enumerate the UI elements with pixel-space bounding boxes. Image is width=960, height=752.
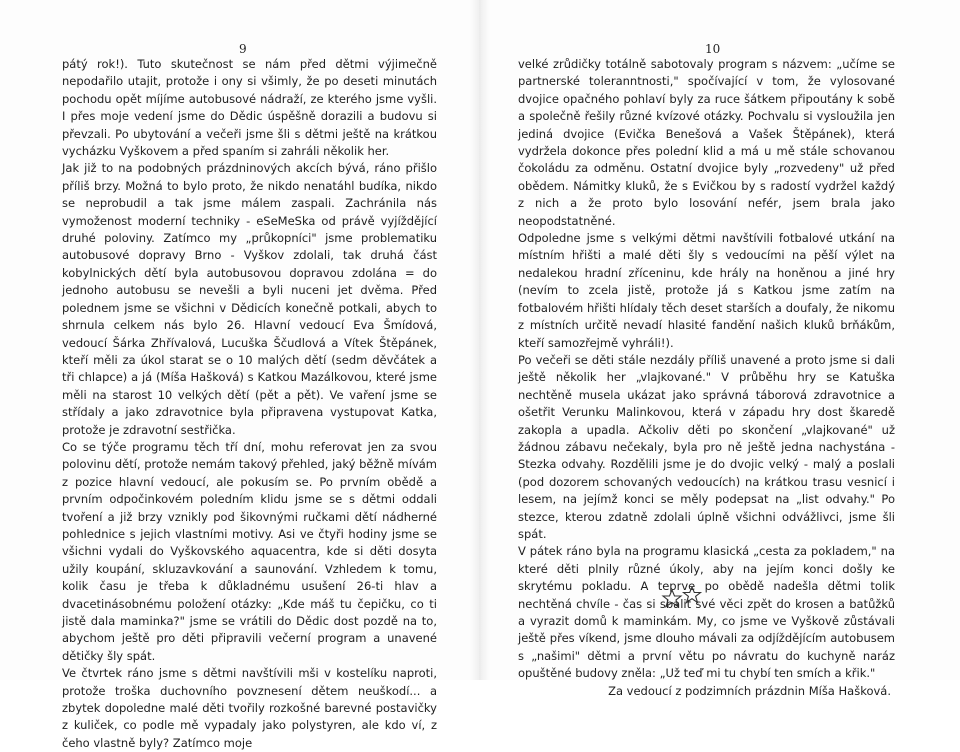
paragraph: Odpoledne jsme s velkými dětmi navštívili fotbalové utkání na místním hřišti a malé děti šly s vedoucími na pěší výlet na nedalekou hradní zříceninu, kde hrály na honěnou a jiné hry (nevím to zcela jistě, protože já s Katkou jsme zatím na fotbalovém hřišti hlídaly těch deset starších a doufaly, že nikomu z místních určitě nevadí hlasité fandění našich kluků brňákům, kteří samozřejmě vyhráli!). [518,231,895,350]
stars-icon [660,586,706,614]
paragraph: Co se týče programu těch tří dní, mohu referovat jen za svou polovinu dětí, protože nemám takový přehled, jaký běžně mívám z pozice hlavní vedoucí, ale pokusím se. Po prvním obědě a prvním odpočinkovém poledním klidu jsme se s dětmi oddali tvoření a již brzy vznikly pod šikovnými ručkami dětí nádherné pohlednice s jejich vlastními motivy. Asi ve čtyři hodiny jsme se všichni vydali do Vyškovského aquacentra, kde si děti dosyta užily koupání, skluzavkování a saunování. Vzhledem k tomu, kolik času je třeba k důkladnému usušení 26-ti hlav a dvacetinásobnému položení otázky: „Kde máš tu čepičku, co ti jistě dala maminka?" jsme se vrátili do Dědic dost pozdě na to, abychom ještě pro děti připravili večerní program a unavené dětičky šly spát. [62,439,437,663]
paragraph: Ve čtvrtek ráno jsme s dětmi navštívili mši v kostelíku naproti, protože troška duchovního povznesení dětem neuškodí... a zbytek dopoledne malé děti tvořily rozkošné barevné postavičky z kuliček, co podle mě vypadaly jako polystyren, ale kdo ví, z čeho vlastně byly? Zatímco moje [62,666,437,750]
page-body [518,56,895,700]
left-page [0,0,480,750]
page-number: 9 [239,42,247,56]
page-number: 10 [705,42,721,56]
paragraph: V pátek ráno byla na programu klasická „cesta za pokladem," na které děti plnily různé úkoly, aby na jejím konci došly ke skrytému pokladu. A teprve po obědě nadešla dětmi tolik nechtěná chvíle - čas si sbalit své věci zpět do krosen a batůžků a vyrazit domů k maminkám. My, co jsme ve Vyškově zůstávali ještě přes víkend, jsme dlouho mávali za odjíždějícím autobusem s „našimi" dětmi a první větu po návratu do kuchyně naráz opuštěné budovy zněla: „Už teď mi tu chybí ten smích a křik." [518,544,895,681]
paragraph: pátý rok!). Tuto skutečnost se nám před dětmi výjimečně nepodařilo utajit, protože i ony si všimly, že po deseti minutách pochodu opět míjíme autobusové nádraží, ze kterého jsme vyšli. I přes moje vedení jsme do Dědic úspěšně dorazili a budovu si převzali. Po ubytování a večeři jsme šli s dětmi ještě na krátkou vycházku Vyškovem a před spaním si zahráli několik her. [62,57,437,159]
paragraph: velké zrůdičky totálně sabotovaly program s názvem: „učíme se partnerské toleranntnosti," spočívající v tom, že vylosované dvojice opačného pohlaví byly za ruce šátkem připoutány k sobě a společně řešily různé kvízové otázky. Pochvalu si vysloužila jen jediná dvojice (Evička Benešová a Vašek Štěpánek), která vydržela dokonce přes polední klid a má u mě stále schovanou čokoládu za odměnu. Ostatní dvojice byly „rozvedeny" už před obědem. Námitky kluků, že s Evičkou by s radostí vydržel každý z nich a že proto bylo losování nefér, jsem brala jako neopodstatněné. [518,57,895,228]
right-page [480,0,960,698]
paragraph: Po večeři se děti stále nezdály příliš unavené a proto jsme si dali ještě několik her „vlajkované." V průběhu hry se Katuška nechtěně musela ukázat jako správná táborová zdravotnice a ošetřit Verunku Malinkovou, která v západu hry dost škaredě zakopla a upadla. Ačkoliv děti po skončení „vlajkované" už žádnou zábavu nečekaly, byla pro ně ještě jedna nachystána - Stezka odvahy. Rozdělili jsme je do dvojic velký - malý a poslali (pod dozorem schovaných vedoucích) na krátkou trasu vesnicí i lesem, na jejímž konci se měly podepsat na „list odvahy." Po stezce, kterou zdatně zdolali úplně všichni odvážlivci, jsme šli spát. [518,352,895,541]
signature: Za vedoucí z podzimních prázdnin Míša Hašková. [608,683,891,698]
paragraph: Jak již to na podobných prázdninových akcích bývá, ráno přišlo příliš brzy. Možná to bylo proto, že nikdo nenatáhl budíka, nikdo se neprobudil a tak jsme málem zaspali. Zachránila nás vymoženost moderní techniky - eSeMeSka od právě vyjíždějící druhé poloviny. Zatímco my „průkopníci" jsme problematiku autobusové dopravy Brno - Vyškov zdolali, tak druhá část kobylnických dětí byla autobusovou dopravou zdolána = do jednoho autobusu se nevešli a byli nuceni jet dvěma. Před polednem jsme se všichni v Dědicích konečně potkali, abych to shrnula celkem nás bylo 26. Hlavní vedoucí Eva Šmídová, vedoucí Šárka Zhřívalová, Lucuška Ščudlová a Vítek Štěpánek, kteří měli za úkol starat se o 10 malých dětí (sedm děvčátek a tři chlapce) a já (Míša Hašková) s Katkou Mazálkovou, které jsme měli na starost 10 velkých dětí (pět a pět). Ve vaření jsme se střídaly a jako zdravotnice byla připravena vystupovat Katka, protože je zdravotní sestřička. [62,161,437,437]
page-body [62,56,437,752]
